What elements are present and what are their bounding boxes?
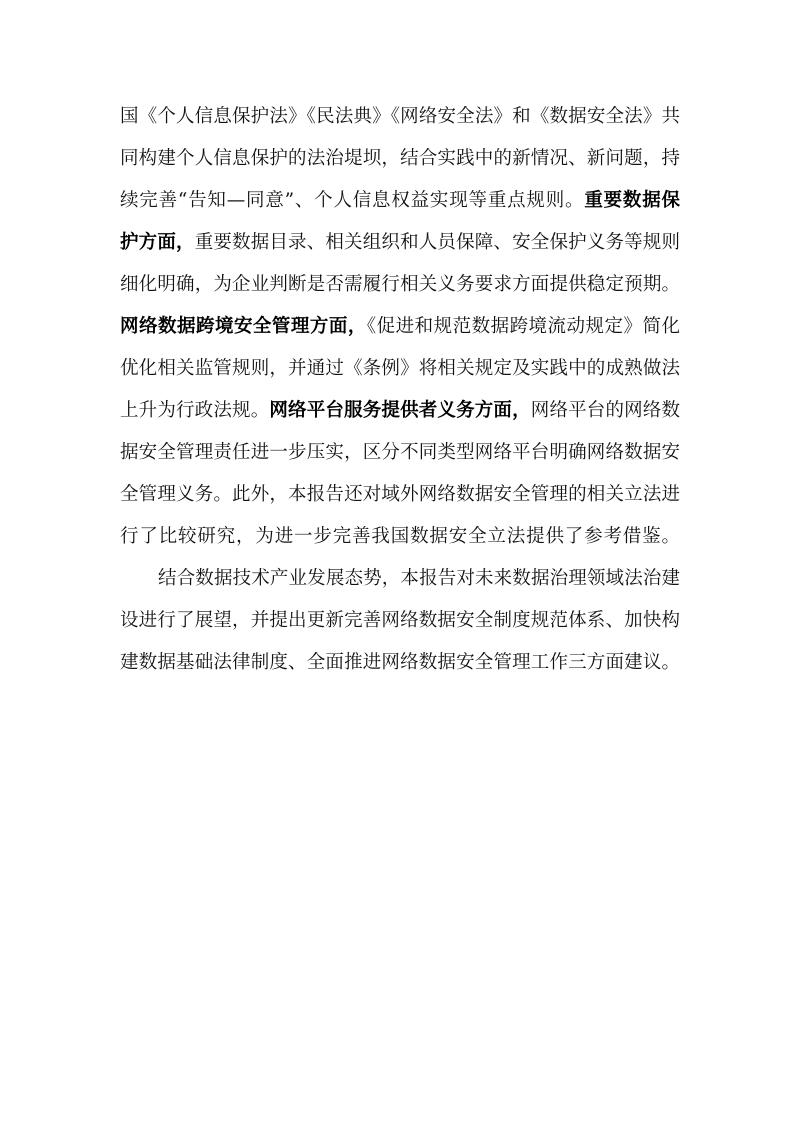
text: 细化明确，为企业判断是否需履行相关义务要求方面提供稳定预期。 [120, 274, 680, 295]
bold-heading-important-data: 重要数据保 [584, 190, 680, 211]
paragraph-1-line-8 [120, 393, 680, 429]
bold-heading-platform-obligations: 网络平台服务提供者义务方面， [269, 400, 531, 421]
paragraph-1-line-1 [120, 99, 680, 135]
text: 重要数据目录、相关组织和人员保障、安全保护义务等规则 [194, 232, 680, 253]
bold-heading-cross-border: 网络数据跨境安全管理方面， [120, 316, 367, 337]
text: 同构建个人信息保护的法治堤坝，结合实践中的新情况、新问题，持 [120, 148, 680, 169]
text: 据安全管理责任进一步压实，区分不同类型网络平台明确网络数据安 [120, 442, 680, 463]
text: 结合数据技术产业发展态势，本报告对未来数据治理领域法治建 [158, 568, 680, 589]
paragraph-2-line-3 [120, 645, 680, 681]
paragraph-1-line-3 [120, 183, 680, 219]
text: 续完善“告知—同意”、个人信息权益实现等重点规则。 [120, 190, 585, 211]
text: 建数据基础法律制度、全面推进网络数据安全管理工作三方面建议。 [120, 652, 680, 673]
text: 优化相关监管规则，并通过《条例》将相关规定及实践中的成熟做法 [120, 358, 680, 379]
paragraph-2-line-2 [120, 603, 680, 639]
text: 上升为行政法规。 [120, 400, 270, 421]
bold-heading-important-data-cont: 护方面， [120, 232, 195, 253]
paragraph-1-line-7 [120, 351, 680, 387]
paragraph-1-line-9 [120, 435, 680, 471]
text: 设进行了展望，并提出更新完善网络数据安全制度规范体系、加快构 [120, 610, 680, 631]
text: 网络平台的网络数 [530, 400, 680, 421]
text: 全管理义务。此外，本报告还对域外网络数据安全管理的相关立法进 [120, 484, 680, 505]
text: 《促进和规范数据跨境流动规定》简化 [366, 316, 680, 337]
paragraph-1-line-11 [120, 519, 680, 555]
paragraph-2-line-1 [158, 561, 680, 597]
text: 行了比较研究，为进一步完善我国数据安全立法提供了参考借鉴。 [120, 526, 680, 547]
paragraph-1-line-10 [120, 477, 680, 513]
paragraph-1-line-4 [120, 225, 680, 261]
paragraph-1-line-2 [120, 141, 680, 177]
text: 国《个人信息保护法》《民法典》《网络安全法》和《数据安全法》共 [120, 106, 680, 127]
paragraph-1-line-5 [120, 267, 680, 303]
paragraph-1-line-6 [120, 309, 680, 345]
